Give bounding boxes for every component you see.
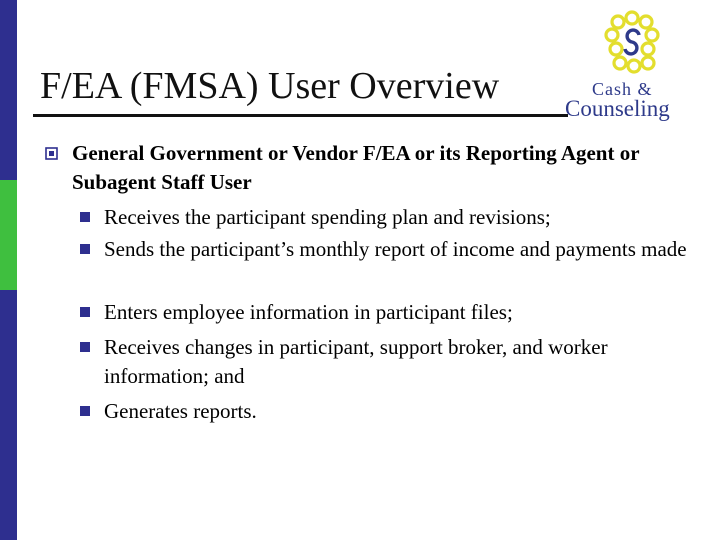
logo-s-icon xyxy=(625,30,639,54)
square-bullet-icon xyxy=(80,406,90,416)
logo-line1: Cash & xyxy=(592,79,653,99)
hollow-square-bullet-icon xyxy=(45,147,58,160)
logo-line2: Counseling xyxy=(565,96,670,121)
sidebar-accent xyxy=(0,180,17,290)
square-bullet-icon xyxy=(80,212,90,222)
slide-title: F/EA (FMSA) User Overview xyxy=(40,65,500,107)
sub-bullet-text: Sends the participant’s monthly report of income and payments made xyxy=(104,237,687,261)
sub-bullet-text: Generates reports. xyxy=(104,399,257,423)
sub-bullet-text: Receives the participant spending plan and revisions; xyxy=(104,205,551,229)
sub-bullet-text: Receives changes in participant, support broker, and worker information; and xyxy=(104,335,608,388)
square-bullet-icon xyxy=(80,244,90,254)
main-bullet: General Government or Vendor F/EA or its Reporting Agent or Subagent Staff User xyxy=(72,141,640,194)
square-bullet-icon xyxy=(80,307,90,317)
title-rule xyxy=(33,114,568,117)
sub-bullet-text: Enters employee information in participant files; xyxy=(104,300,513,324)
square-bullet-icon xyxy=(80,342,90,352)
